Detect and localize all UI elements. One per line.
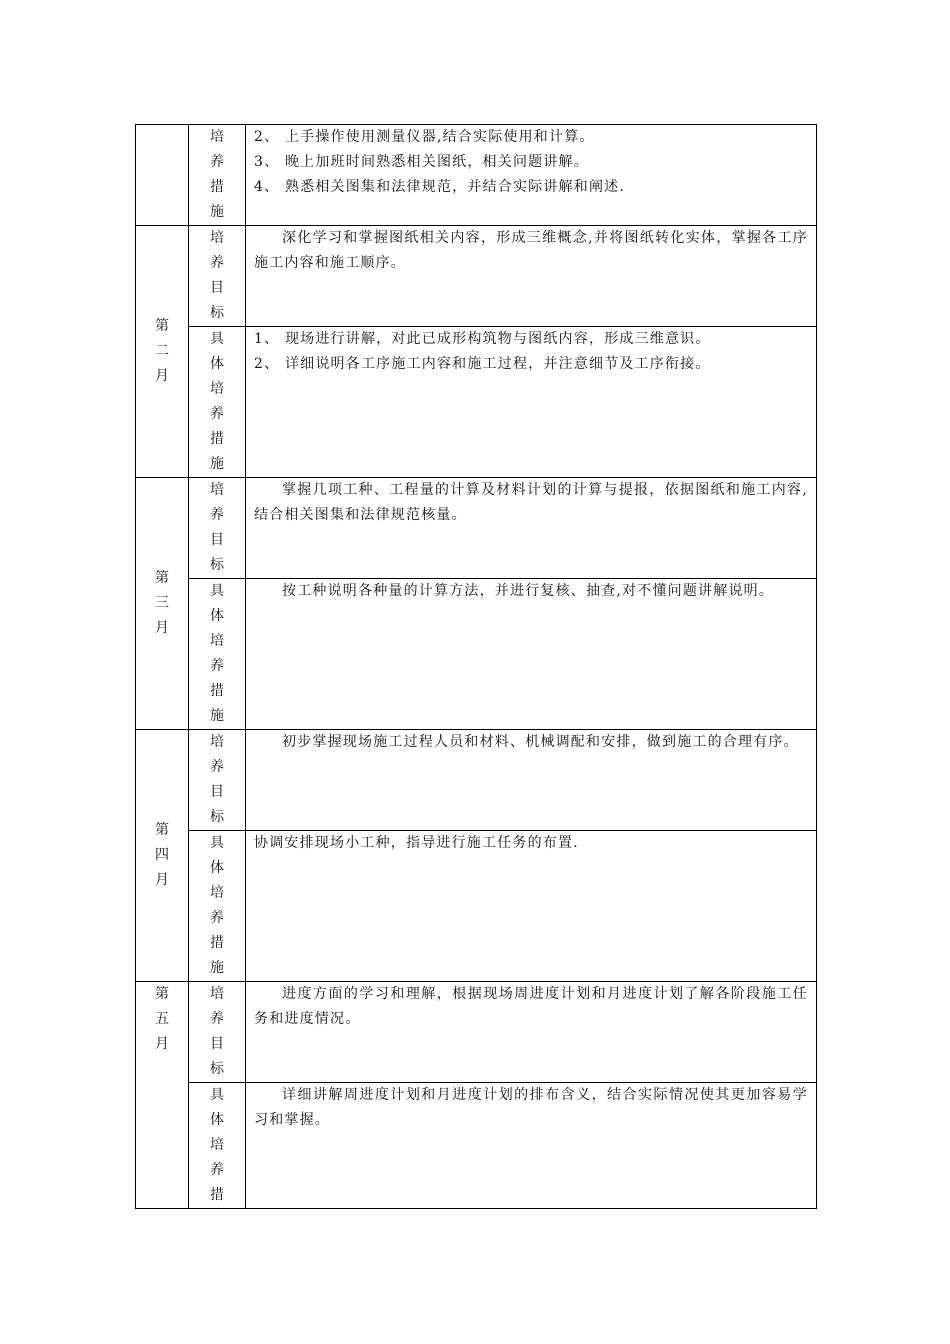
goal-content: 掌握几项工种、工程量的计算及材料计划的计算与提报，依据图纸和施工内容,结合相关图集和法律规范核量。	[246, 478, 817, 579]
month-label-cell	[136, 982, 189, 1209]
goal-content: 进度方面的学习和理解，根据现场周进度计划和月进度计划了解各阶段施工任务和进度情况。	[246, 982, 817, 1083]
measure-label: 具体培养措施	[189, 327, 246, 478]
goal-content: 深化学习和掌握图纸相关内容，形成三维概念,并将图纸转化实体，掌握各工序施工内容和施工顺序。	[246, 226, 817, 327]
training-plan-table	[135, 124, 817, 1209]
month-label-cell	[136, 226, 189, 478]
measure-line: 3、 晚上加班时间熟悉相关图纸，相关问题讲解。	[254, 154, 589, 170]
table-row	[136, 125, 817, 226]
table-row	[136, 327, 817, 478]
goal-label: 培养目标	[189, 226, 246, 327]
table-row	[136, 226, 817, 327]
measure-label: 具体培养措施	[189, 579, 246, 730]
measure-label: 培养措施	[189, 125, 246, 226]
measure-line: 2、 上手操作使用测量仪器,结合实际使用和计算。	[254, 129, 595, 145]
measure-label: 具体培养措施	[189, 831, 246, 982]
measure-content	[246, 125, 817, 226]
goal-label: 培养目标	[189, 730, 246, 831]
goal-label: 培养目标	[189, 982, 246, 1083]
month-label: 第五月	[155, 986, 169, 1052]
table-row	[136, 730, 817, 831]
measure-content	[246, 327, 817, 478]
table-row	[136, 478, 817, 579]
measure-content: 按工种说明各种量的计算方法，并进行复核、抽查,对不懂问题讲解说明。	[246, 579, 817, 730]
table-row	[136, 579, 817, 730]
measure-line: 4、 熟悉相关图集和法律规范，并结合实际讲解和阐述.	[254, 179, 626, 195]
table-row	[136, 1083, 817, 1209]
month-cell-empty	[136, 125, 189, 226]
measure-line: 1、 现场进行讲解，对此已成形构筑物与图纸内容，形成三维意识。	[254, 331, 711, 347]
goal-label: 培养目标	[189, 478, 246, 579]
measure-content: 协调安排现场小工种，指导进行施工任务的布置.	[246, 831, 817, 982]
month-label-cell	[136, 730, 189, 982]
measure-line: 2、 详细说明各工序施工内容和施工过程，并注意细节及工序衔接。	[254, 356, 711, 372]
goal-content: 初步掌握现场施工过程人员和材料、机械调配和安排，做到施工的合理有序。	[246, 730, 817, 831]
measure-content: 详细讲解周进度计划和月进度计划的排布含义，结合实际情况使其更加容易学习和掌握。	[246, 1083, 817, 1209]
table-row	[136, 982, 817, 1083]
month-label: 第二月	[155, 318, 169, 384]
month-label: 第三月	[155, 570, 169, 636]
table-row	[136, 831, 817, 982]
measure-label: 具体培养措	[189, 1083, 246, 1209]
month-label-cell	[136, 478, 189, 730]
month-label: 第四月	[155, 822, 169, 888]
